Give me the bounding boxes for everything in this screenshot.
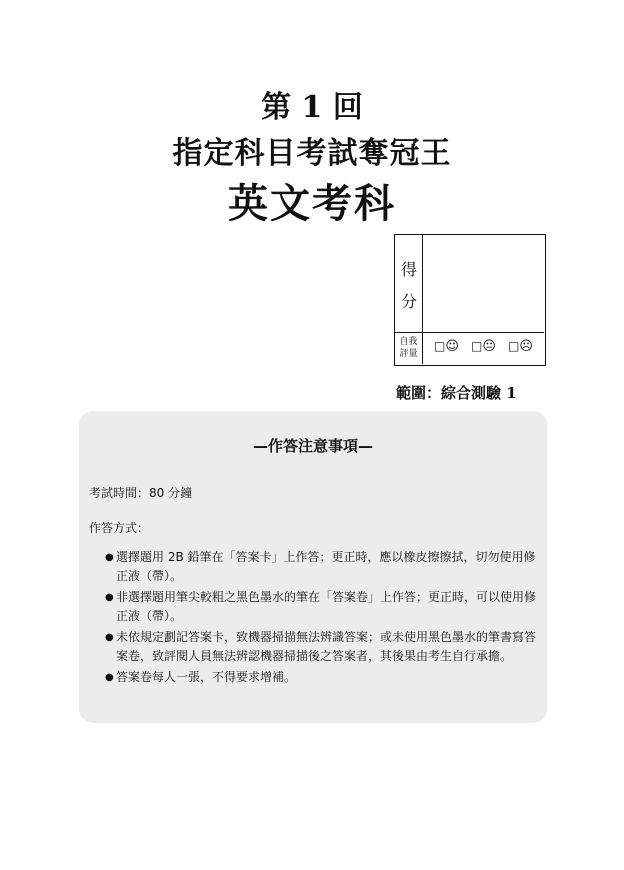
score-value-field[interactable] [423, 235, 544, 332]
rule-text: 非選擇題用筆尖較粗之黑色墨水的筆在「答案卷」上作答；更正時，可以使用修正液（帶）。 [116, 590, 537, 623]
notice-panel [79, 411, 547, 723]
notice-heading: —作答注意事項— [252, 437, 373, 455]
self-eval-option-neutral[interactable] [471, 339, 496, 354]
list-item [105, 588, 537, 626]
score-box [394, 234, 546, 366]
list-item [105, 548, 537, 586]
exam-subtitle: 指定科目考試奪冠王 [172, 136, 452, 171]
bullet-icon: ● [105, 632, 114, 643]
score-label-column [395, 235, 423, 332]
checkbox-icon[interactable]: □ [508, 339, 520, 353]
exam-range: 範圍：綜合測驗 1 [396, 384, 517, 402]
smile-face-icon: ☺ [445, 339, 459, 354]
self-eval-option-sad[interactable] [508, 339, 533, 354]
neutral-face-icon: 😐 [482, 339, 496, 354]
score-label-char-2: 分 [400, 292, 417, 311]
checkbox-icon[interactable]: □ [471, 339, 483, 353]
rules-list [105, 548, 537, 689]
checkbox-icon[interactable]: □ [434, 339, 446, 353]
exam-time: 考試時間：80 分鐘 [89, 486, 193, 500]
self-evaluation-label-line-1: 自我 [399, 337, 418, 347]
self-evaluation-row [395, 332, 544, 364]
page-title: 英文考科 [228, 180, 396, 227]
bullet-icon: ● [105, 592, 114, 603]
score-label-char-1: 得 [400, 260, 417, 279]
answer-method-label: 作答方式： [89, 521, 150, 535]
bullet-icon: ● [105, 552, 114, 563]
self-evaluation-label-line-2: 評量 [399, 349, 418, 359]
list-item [105, 628, 537, 666]
round-number: 第 1 回 [261, 90, 363, 125]
rule-text: 答案卷每人一張，不得要求增補。 [116, 670, 297, 684]
rule-text: 選擇題用 2B 鉛筆在「答案卡」上作答；更正時，應以橡皮擦擦拭，切勿使用修正液（帶）。 [116, 550, 536, 583]
self-eval-option-happy[interactable] [434, 339, 459, 354]
bullet-icon: ● [105, 672, 114, 683]
self-evaluation-label [395, 333, 423, 364]
rule-text: 未依規定劃記答案卡，致機器掃描無法辨識答案；或未使用黑色墨水的筆書寫答案卷，致評閱人員無法辨認機器掃描後之答案者，其後果由考生自行承擔。 [116, 630, 537, 663]
sad-face-icon: ☹ [519, 339, 533, 354]
list-item [105, 668, 537, 687]
